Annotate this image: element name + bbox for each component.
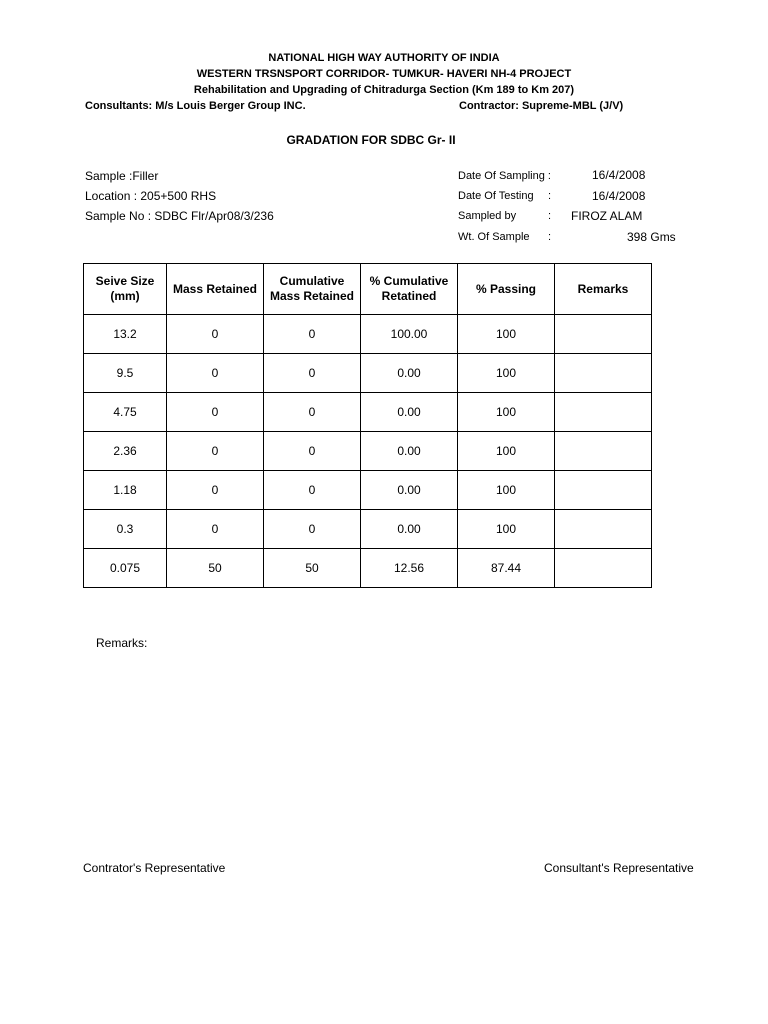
header-project: WESTERN TRSNSPORT CORRIDOR- TUMKUR- HAVERI NH-4 PROJECT: [196, 68, 572, 80]
cell-mass-retained: 0: [167, 393, 264, 432]
contractor-representative: Contrator's Representative: [83, 861, 226, 875]
cell-cumulative-percent: 0.00: [361, 471, 458, 510]
cell-mass-retained: 50: [167, 549, 264, 588]
header-sieve-line1: Seive Size (mm): [95, 274, 155, 303]
contractor-label: Contractor: Supreme-MBL (J/V): [459, 100, 624, 112]
header-authority: NATIONAL HIGH WAY AUTHORITY OF INDIA: [268, 52, 500, 64]
date-testing-value: 16/4/2008: [592, 189, 646, 203]
wt-sample-colon: :: [548, 231, 552, 243]
cell-mass-retained: 0: [167, 471, 264, 510]
sample-text: Sample :Filler: [85, 169, 159, 183]
cell-sieve-size: 13.2: [84, 315, 167, 354]
cell-mass-retained: 0: [167, 432, 264, 471]
cell-passing: 100: [458, 393, 555, 432]
cell-cumulative-mass: 0: [264, 471, 361, 510]
header-section: Rehabilitation and Upgrading of Chitradurga Section (Km 189 to Km 207): [193, 84, 575, 96]
cell-mass-retained: 0: [167, 510, 264, 549]
header-passing: % Passing: [475, 281, 537, 296]
table-header-row: [84, 264, 652, 315]
table-row: [84, 432, 652, 471]
cell-mass-retained: 0: [167, 315, 264, 354]
sampled-by-label: Sampled by: [458, 210, 517, 222]
date-sampling-label: Date Of Sampling :: [458, 170, 551, 182]
col-header-cumulative-percent: [361, 264, 458, 315]
location-text: Location : 205+500 RHS: [85, 189, 217, 203]
cell-mass-retained: 0: [167, 354, 264, 393]
cell-sieve-size: 9.5: [84, 354, 167, 393]
col-header-mass-retained: [167, 264, 264, 315]
cell-cumulative-mass: 0: [264, 393, 361, 432]
cell-cumulative-percent: 0.00: [361, 510, 458, 549]
cell-cumulative-percent: 0.00: [361, 432, 458, 471]
cell-remarks: [555, 510, 652, 549]
cell-cumulative-percent: 12.56: [361, 549, 458, 588]
wt-sample-label: Wt. Of Sample: [458, 231, 530, 243]
cell-passing: 100: [458, 471, 555, 510]
header-mass-retained: Mass Retained: [172, 281, 258, 296]
cell-cumulative-percent: 0.00: [361, 354, 458, 393]
table-row: [84, 510, 652, 549]
cell-remarks: [555, 315, 652, 354]
cell-sieve-size: 4.75: [84, 393, 167, 432]
cell-cumulative-mass: 50: [264, 549, 361, 588]
table-row: [84, 354, 652, 393]
header-cumulative-percent: % Cumulative Retatined: [369, 274, 449, 303]
date-sampling-value: 16/4/2008: [592, 168, 646, 182]
cell-cumulative-percent: 100.00: [361, 315, 458, 354]
sampled-by-value: FIROZ ALAM: [571, 209, 643, 223]
cell-sieve-size: 1.18: [84, 471, 167, 510]
consultants-label: Consultants: M/s Louis Berger Group INC.: [85, 100, 306, 112]
sampled-by-colon: :: [548, 210, 552, 222]
table-row: [84, 471, 652, 510]
cell-remarks: [555, 549, 652, 588]
cell-cumulative-mass: 0: [264, 510, 361, 549]
date-testing-label: Date Of Testing: [458, 190, 534, 202]
cell-cumulative-percent: 0.00: [361, 393, 458, 432]
cell-passing: 87.44: [458, 549, 555, 588]
header-remarks: Remarks: [577, 281, 629, 296]
consultant-representative: Consultant's Representative: [544, 861, 694, 875]
wt-sample-value: 398 Gms: [627, 230, 676, 244]
cell-sieve-size: 0.075: [84, 549, 167, 588]
cell-remarks: [555, 471, 652, 510]
col-header-sieve-size: [84, 264, 167, 315]
col-header-cumulative-mass: [264, 264, 361, 315]
cell-sieve-size: 2.36: [84, 432, 167, 471]
col-header-remarks: [555, 264, 652, 315]
cell-passing: 100: [458, 354, 555, 393]
page-title: GRADATION FOR SDBC Gr- II: [286, 133, 456, 147]
table-row: [84, 393, 652, 432]
cell-remarks: [555, 393, 652, 432]
cell-cumulative-mass: 0: [264, 315, 361, 354]
cell-cumulative-mass: 0: [264, 354, 361, 393]
table-row: [84, 549, 652, 588]
gradation-table: [83, 263, 652, 588]
cell-sieve-size: 0.3: [84, 510, 167, 549]
sample-no-text: Sample No : SDBC Flr/Apr08/3/236: [85, 209, 274, 223]
cell-remarks: [555, 354, 652, 393]
cell-passing: 100: [458, 315, 555, 354]
header-cumulative-mass: Cumulative Mass Retained: [269, 274, 355, 303]
cell-remarks: [555, 432, 652, 471]
cell-passing: 100: [458, 432, 555, 471]
col-header-passing: [458, 264, 555, 315]
table-row: [84, 315, 652, 354]
cell-passing: 100: [458, 510, 555, 549]
cell-cumulative-mass: 0: [264, 432, 361, 471]
remarks-label: Remarks:: [96, 636, 148, 650]
date-testing-colon: :: [548, 190, 552, 202]
